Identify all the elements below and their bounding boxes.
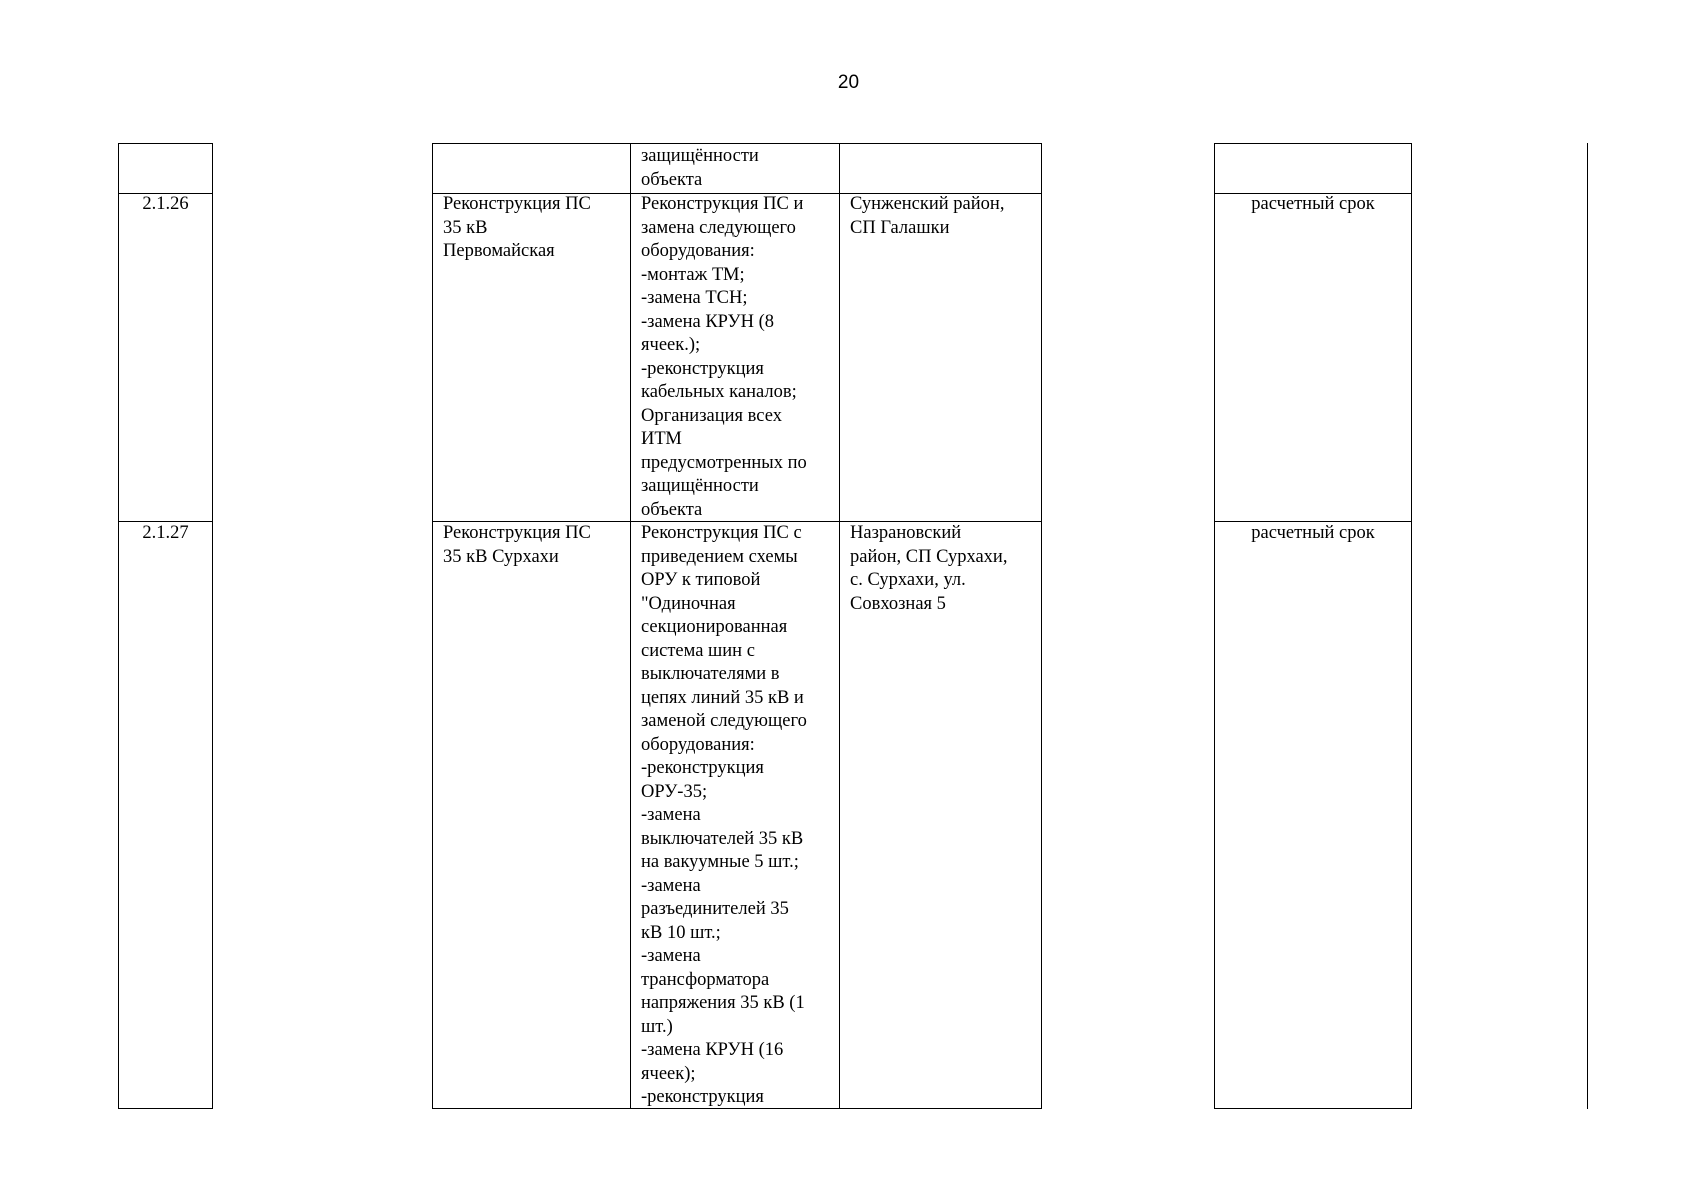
table-border-bottom (118, 1108, 213, 1109)
cell-number: 2.1.27 (142, 523, 189, 543)
column-border (1411, 143, 1412, 1109)
cell-name: Реконструкция ПС 35 кВ Сурхахи (443, 523, 591, 567)
column-border (1587, 143, 1588, 1109)
column-border (1214, 143, 1215, 1109)
column-border (630, 143, 631, 1109)
column-border (1041, 143, 1042, 1109)
cell-term: расчетный срок (1251, 523, 1375, 543)
table-border-top (1214, 143, 1412, 144)
column-border (118, 143, 119, 1109)
column-border (839, 143, 840, 1109)
cell-location: Сунженский район, СП Галашки (850, 194, 1005, 238)
column-border (432, 143, 433, 1109)
cell-location: Назрановский район, СП Сурхахи, с. Сурхахи, ул. Совхозная 5 (850, 523, 1008, 614)
column-border (212, 143, 213, 1109)
cell-number: 2.1.26 (142, 194, 189, 214)
cell-works: Реконструкция ПС и замена следующего оборудования: -монтаж ТМ; -замена ТСН; -замена КРУН (8 ячеек.); -реконструкция кабельных каналов; Организация всех ИТМ предусмотренных по защищённости объекта (641, 194, 807, 520)
cell-works: Реконструкция ПС с приведением схемы ОРУ к типовой "Одиночная секционированная система шин с выключателями в цепях линий 35 кВ и заменой следующего оборудования: -реконструкция ОРУ-35; -замена выключателей 35 кВ на вакуумные 5 шт.; -замена разъединителей 35 кВ 10 шт.; -замена трансформатора напряжения 35 кВ (1 шт.) -замена КРУН (16 ячеек); -реконструкция (641, 523, 807, 1107)
cell-term: расчетный срок (1251, 194, 1375, 214)
cell-name: Реконструкция ПС 35 кВ Первомайская (443, 194, 591, 261)
table-border-top (118, 143, 213, 144)
table-border-top (432, 143, 1042, 144)
cell-works: защищённости объекта (641, 146, 759, 190)
table-border-bottom (1214, 1108, 1412, 1109)
page-number: 20 (837, 72, 860, 93)
